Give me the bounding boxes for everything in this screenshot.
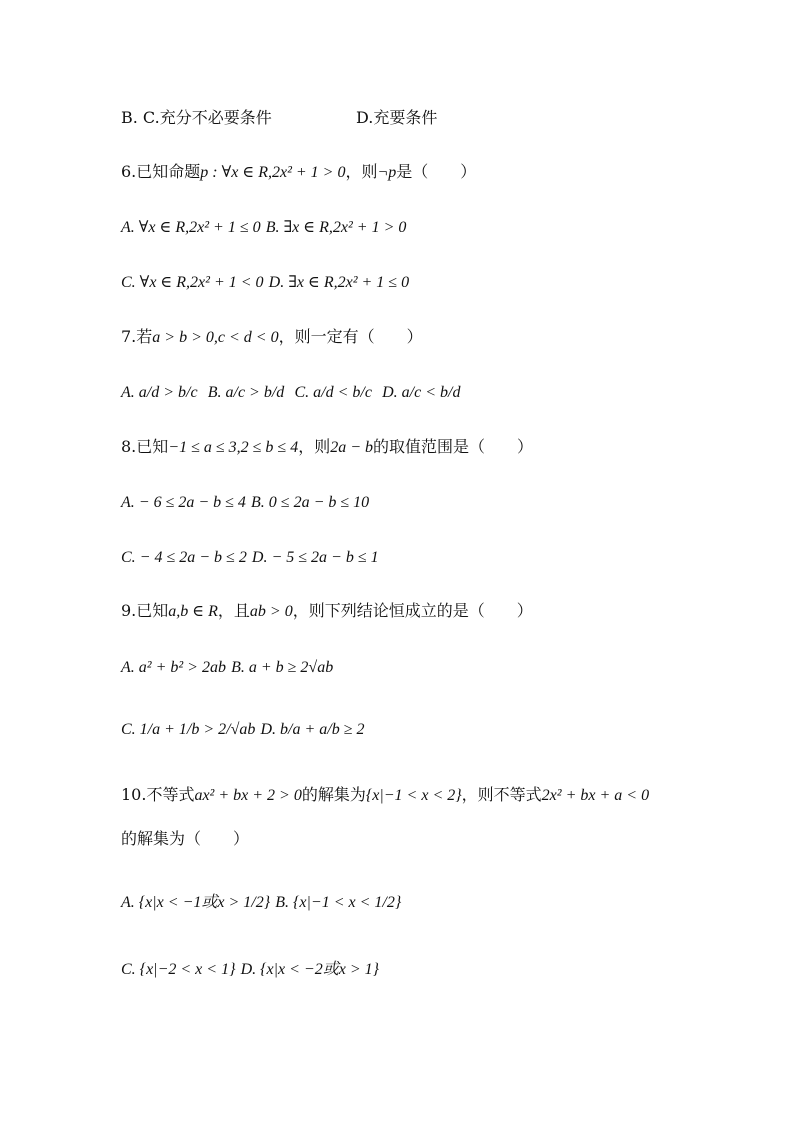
q8-stem-mid: ，则	[298, 437, 331, 456]
q9-stem-text: 9.已知	[121, 601, 169, 620]
q6-stem-text: 6.已知命题	[121, 162, 201, 181]
q10-stem	[121, 784, 649, 807]
q8-option-c: C. − 4 ≤ 2a − b ≤ 2	[121, 549, 247, 566]
q10-stem-mid: 的解集为	[301, 785, 366, 804]
q6-option-a: A. ∀x ∈ R,2x² + 1 ≤ 0	[121, 219, 261, 236]
q8-options-cd	[121, 546, 379, 569]
q10-inequality-1: ax² + bx + 2 > 0	[194, 787, 302, 804]
q5-option-bc: B. C.充分不必要条件	[121, 108, 272, 127]
q7-condition: a > b > 0,c < d < 0	[152, 329, 279, 346]
q6-option-c: C. ∀x ∈ R,2x² + 1 < 0	[121, 274, 264, 291]
q9-options-cd	[121, 718, 365, 741]
q6-proposition: p : ∀x ∈ R,2x² + 1 > 0	[200, 164, 346, 181]
q10-option-b: B. {x|−1 < x < 1/2}	[275, 894, 402, 911]
q8-options-ab	[121, 491, 369, 514]
q8-expression: 2a − b	[330, 439, 374, 456]
q10-stem-text: 10.不等式	[121, 785, 195, 804]
q10-option-a: A. {x|x < −1或x > 1/2}	[121, 894, 271, 911]
q10-option-d: D. {x|x < −2或x > 1}	[240, 961, 380, 978]
q6-stem-end: 是（ ）	[396, 162, 477, 181]
q10-solution-set: {x|−1 < x < 2}	[365, 787, 462, 804]
q8-option-a: A. − 6 ≤ 2a − b ≤ 4	[121, 494, 246, 511]
q9-option-c: C. 1/a + 1/b > 2/√ab	[121, 721, 256, 738]
q7-stem-text: 7.若	[121, 327, 153, 346]
q5-options	[121, 107, 438, 129]
q8-option-b: B. 0 ≤ 2a − b ≤ 10	[251, 494, 370, 511]
q9-stem-end: ，则下列结论恒成立的是（ ）	[292, 601, 533, 620]
q6-option-b: B. ∃x ∈ R,2x² + 1 > 0	[265, 219, 407, 236]
q10-options-cd	[121, 958, 379, 981]
q7-option-a: A. a/d > b/c	[121, 384, 198, 401]
q6-options-cd	[121, 271, 409, 294]
q10-options-ab	[121, 891, 401, 914]
q9-stem	[121, 600, 533, 623]
q9-condition-2: ab > 0	[249, 603, 293, 620]
q7-stem	[121, 326, 423, 349]
q9-condition-1: a,b ∈ R	[168, 603, 218, 620]
q8-stem-end: 的取值范围是（ ）	[373, 437, 534, 456]
q8-option-d: D. − 5 ≤ 2a − b ≤ 1	[251, 549, 379, 566]
q5-option-d: D.充要条件	[356, 108, 438, 127]
q8-stem	[121, 436, 533, 459]
q7-stem-end: ，则一定有（ ）	[278, 327, 423, 346]
q7-option-c: C. a/d < b/c	[294, 384, 372, 401]
q7-option-d: D. a/c < b/d	[382, 384, 461, 401]
q9-option-a: A. a² + b² > 2ab	[121, 659, 226, 676]
q8-stem-text: 8.已知	[121, 437, 169, 456]
q6-stem	[121, 161, 476, 184]
q6-options-ab	[121, 216, 406, 239]
q6-negation: ¬p	[377, 164, 397, 181]
q6-option-d: D. ∃x ∈ R,2x² + 1 ≤ 0	[268, 274, 410, 291]
q10-inequality-2: 2x² + bx + a < 0	[541, 787, 650, 804]
q9-options-ab	[121, 656, 333, 679]
q7-option-b: B. a/c > b/d	[207, 384, 285, 401]
q9-stem-mid: ，且	[217, 601, 250, 620]
q10-stem-line2: 的解集为（ ）	[121, 829, 250, 848]
q8-condition: −1 ≤ a ≤ 3,2 ≤ b ≤ 4	[168, 439, 299, 456]
q9-option-d: D. b/a + a/b ≥ 2	[260, 721, 365, 738]
q10-option-c: C. {x|−2 < x < 1}	[121, 961, 236, 978]
q10-stem-mid2: ，则不等式	[461, 785, 542, 804]
q7-options	[121, 381, 460, 404]
q6-stem-mid: ，则	[345, 162, 378, 181]
q9-option-b: B. a + b ≥ 2√ab	[231, 659, 334, 676]
